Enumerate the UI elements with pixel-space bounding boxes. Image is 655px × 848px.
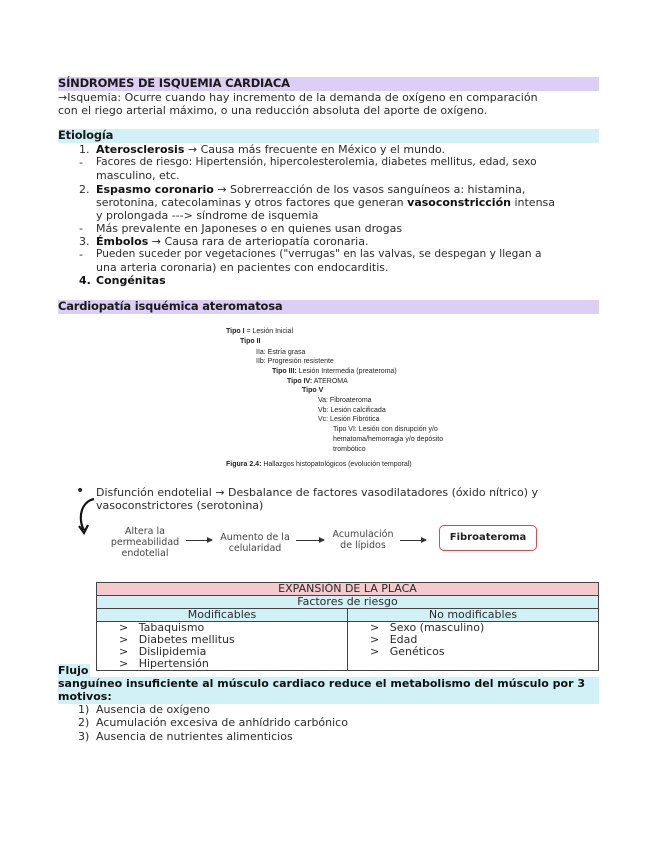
figure-text: = Lesión Inicial [244,328,293,335]
figure-text: ATEROMA [312,378,348,385]
term: Aterosclerosis [96,143,185,156]
list-item [96,183,525,196]
figure-line: hematoma/hemorragia y/o depósito [333,436,444,443]
etiologia-highlight [58,129,599,143]
ordered-item: Acumulación excesiva de anhídrido carbónico [96,716,348,729]
term: Émbolos [96,235,149,248]
list-marker: 1. [79,143,90,156]
cardiopatia-title: Cardiopatía isquémica ateromatosa [58,299,283,313]
list-marker: - [79,222,83,235]
gt-marker: > [119,645,129,658]
flow-step-celularidad [214,532,296,554]
figure-line: trombótico [333,446,366,453]
term-description: → Causa rara de arteriopatía coronaria. [148,235,369,248]
figure-line [287,377,348,386]
gt-marker: > [119,657,129,670]
risk-factor: Edad [389,633,418,646]
caption-label: Figura 2.4: [226,461,262,468]
risk-factor: Tabaquismo [138,621,205,634]
column-header-modificables: Modificables [97,609,348,622]
figure-line: IIb: Progresión resistente [256,358,334,365]
flow-step-permeabilidad [104,526,186,559]
flujo-line2: motivos: [58,690,112,703]
flow-arrow-icon [186,540,212,541]
isquemia-line1: →Isquemia: Ocurre cuando hay incremento de la demanda de oxígeno en comparación [58,91,538,104]
figure-caption [226,460,412,469]
fibroateroma-box: Fibroateroma [439,525,537,551]
text-span: intensa [510,196,556,209]
figure-label: Tipo V [302,387,324,394]
list-item [96,235,368,248]
ordered-marker: 1) [78,703,90,716]
page-title: SÍNDROMES DE ISQUEMIA CARDIACA [58,76,290,90]
ordered-marker: 3) [78,730,90,743]
list-marker: - [79,248,83,261]
figure-line: Va: Fibroateroma [318,397,372,404]
gt-marker: > [370,621,380,634]
ordered-item: Ausencia de nutrientes alimenticios [96,730,293,743]
list-item-cont [96,196,555,209]
list-marker: - [79,156,83,169]
modificables-cell [97,622,348,671]
no-modificables-cell [348,622,599,671]
table-title: EXPANSIÓN DE LA PLACA [97,583,599,596]
flow-text: endotelial [121,548,169,559]
risk-factor: Sexo (masculino) [389,621,485,634]
term-description: → Sobrerreacción de los vasos sanguíneos a: histamina, [213,183,526,196]
figure-line [240,337,260,346]
caption-text: Hallazgos histopatológicos (evolución temporal) [261,461,412,468]
list-item-cont: y prolongada ---> síndrome de isquemia [96,209,319,222]
flow-text: permeabilidad [110,537,180,548]
gt-marker: > [370,633,380,646]
term-description: → Causa más frecuente en México y el mundo. [184,143,446,156]
list-item: Congénitas [96,274,166,287]
gt-marker: > [370,645,380,658]
list-item: Más prevalente en Japoneses o en quienes usan drogas [96,222,403,235]
figure-line: Vc: Lesión Fibrótica [318,416,380,423]
gt-marker: > [119,633,129,646]
list-item: Facores de riesgo: Hipertensión, hipercolesterolemia, diabetes mellitus, edad, sexo [96,156,537,168]
list-item [370,646,594,658]
curved-arrow-icon [74,496,98,536]
figure-line [226,327,293,336]
figure-line [272,367,397,376]
list-item [119,658,343,670]
column-header-no-modificables: No modificables [348,609,599,622]
disfuncion-line2: vasoconstrictores (serotonina) [96,499,264,512]
gt-marker: > [119,621,129,634]
isquemia-line2: con el riego arterial máximo, o una reducción absoluta del aporte de oxígeno. [58,104,488,117]
figure-label: Tipo II [240,338,261,345]
list-marker: 2. [79,183,90,196]
figure-label: Tipo I [226,328,245,335]
flow-arrow-icon [400,540,426,541]
bullet-icon: • [76,483,85,499]
flow-step-lipidos [326,529,400,551]
flow-text: Acumulación [332,529,394,540]
ordered-item: Ausencia de oxígeno [96,703,210,716]
list-item: Pueden suceder por vegetaciones ("verrugas" en las valvas, se despegan y llegan a [96,248,542,260]
list-marker: 4. [79,274,91,287]
flow-text: Altera la [125,526,165,537]
risk-factor: Genéticos [389,645,445,658]
list-item [96,143,445,156]
text-span: serotonina, catecolaminas y otros factores que generan [96,196,408,209]
list-marker: 3. [79,235,90,248]
flujo-line1: sanguíneo insuficiente al músculo cardiaco reduce el metabolismo del músculo por 3 [58,677,585,690]
ordered-marker: 2) [78,716,90,729]
flow-text: celularidad [228,543,282,554]
risk-factors-table [96,582,599,671]
figure-line: Vb: Lesión calcificada [318,407,386,414]
term: Espasmo coronario [96,183,214,196]
table-subtitle: Factores de riesgo [97,596,599,609]
etiologia-title: Etiología [58,128,114,142]
disfuncion-line1: Disfunción endotelial → Desbalance de factores vasodilatadores (óxido nítrico) y [96,486,539,499]
flujo-word: Flujo [58,664,89,677]
term: vasoconstricción [407,196,511,209]
figure-text: Lesión Intermedia (preateroma) [296,368,397,375]
figure-line [302,386,323,395]
list-item-cont: masculino, etc. [96,169,180,182]
figure-label: Tipo III: [272,368,297,375]
flow-arrow-icon [296,540,324,541]
risk-factor: Dislipidemia [138,645,207,658]
flow-text: Aumento de la [220,532,290,543]
risk-factor: Diabetes mellitus [138,633,235,646]
figure-line: IIa: Estría grasa [256,349,306,356]
figure-label: Tipo IV: [287,378,313,385]
flow-text: de lípidos [340,540,386,551]
risk-factor: Hipertensión [138,657,209,670]
list-item-cont: una arteria coronaria) en pacientes con endocarditis. [96,261,389,274]
figure-line: Tipo VI: Lesión con disrupción y/o [333,426,438,433]
